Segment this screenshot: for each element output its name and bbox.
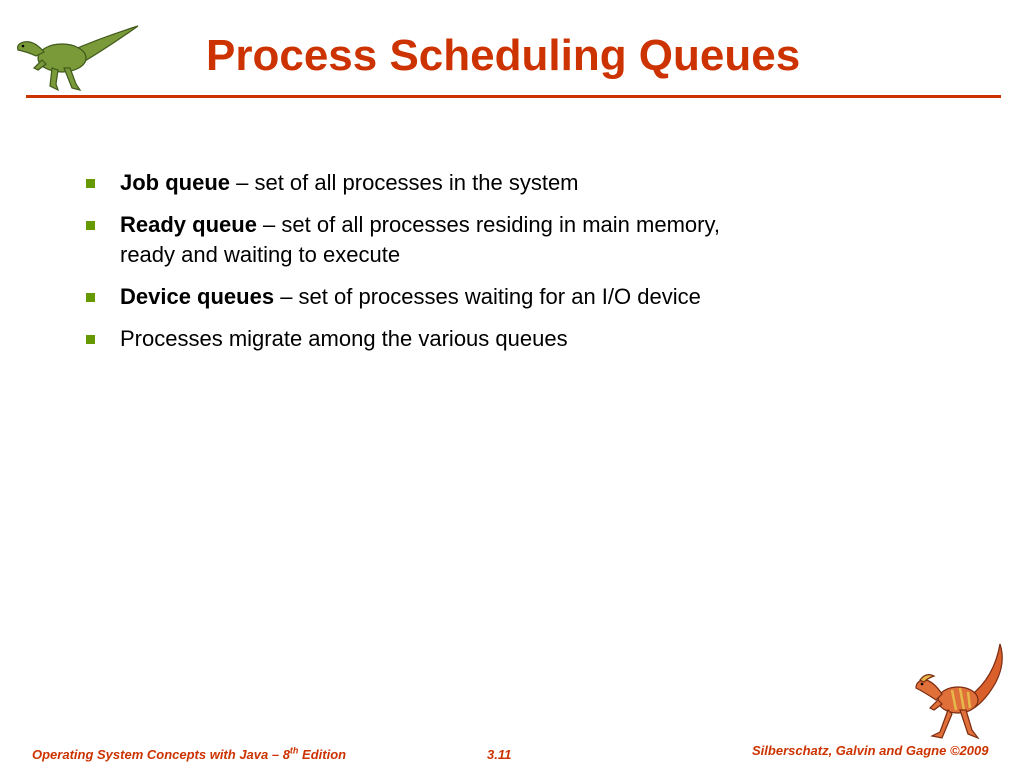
bullet-item-ready-queue	[82, 210, 742, 270]
footer-page-number: 3.11	[487, 747, 512, 762]
bullet-item-job-queue	[82, 168, 742, 198]
footer-copyright: Silberschatz, Galvin and Gagne ©2009	[752, 743, 989, 758]
square-bullet-icon	[86, 293, 95, 302]
footer-course-title-edition: Edition	[298, 747, 347, 762]
square-bullet-icon	[86, 221, 95, 230]
title-divider	[26, 95, 1001, 98]
bullet-term: Ready queue	[120, 212, 257, 237]
bullet-text: – set of all processes in the system	[230, 170, 579, 195]
bullet-term: Job queue	[120, 170, 231, 195]
red-dinosaur-icon	[908, 638, 1012, 744]
slide-title: Process Scheduling Queues	[206, 31, 801, 80]
bullet-item-processes-migrate	[82, 324, 742, 354]
square-bullet-icon	[86, 179, 95, 188]
bullet-term: Device queues	[120, 284, 275, 309]
footer-course-title	[32, 747, 346, 763]
footer-edition-ordinal: th	[289, 745, 299, 756]
bullet-text: – set of all processes residing in main memory, ready and waiting to execute	[120, 212, 720, 267]
square-bullet-icon	[86, 335, 95, 344]
bullet-item-device-queues	[82, 282, 742, 312]
bullet-text: Processes migrate among the various queues	[120, 326, 568, 351]
footer-course-title-main: Operating System Concepts with Java – 8	[32, 747, 290, 762]
bullet-list	[82, 168, 742, 366]
bullet-text: – set of processes waiting for an I/O device	[274, 284, 701, 309]
green-dinosaur-icon	[10, 18, 142, 94]
